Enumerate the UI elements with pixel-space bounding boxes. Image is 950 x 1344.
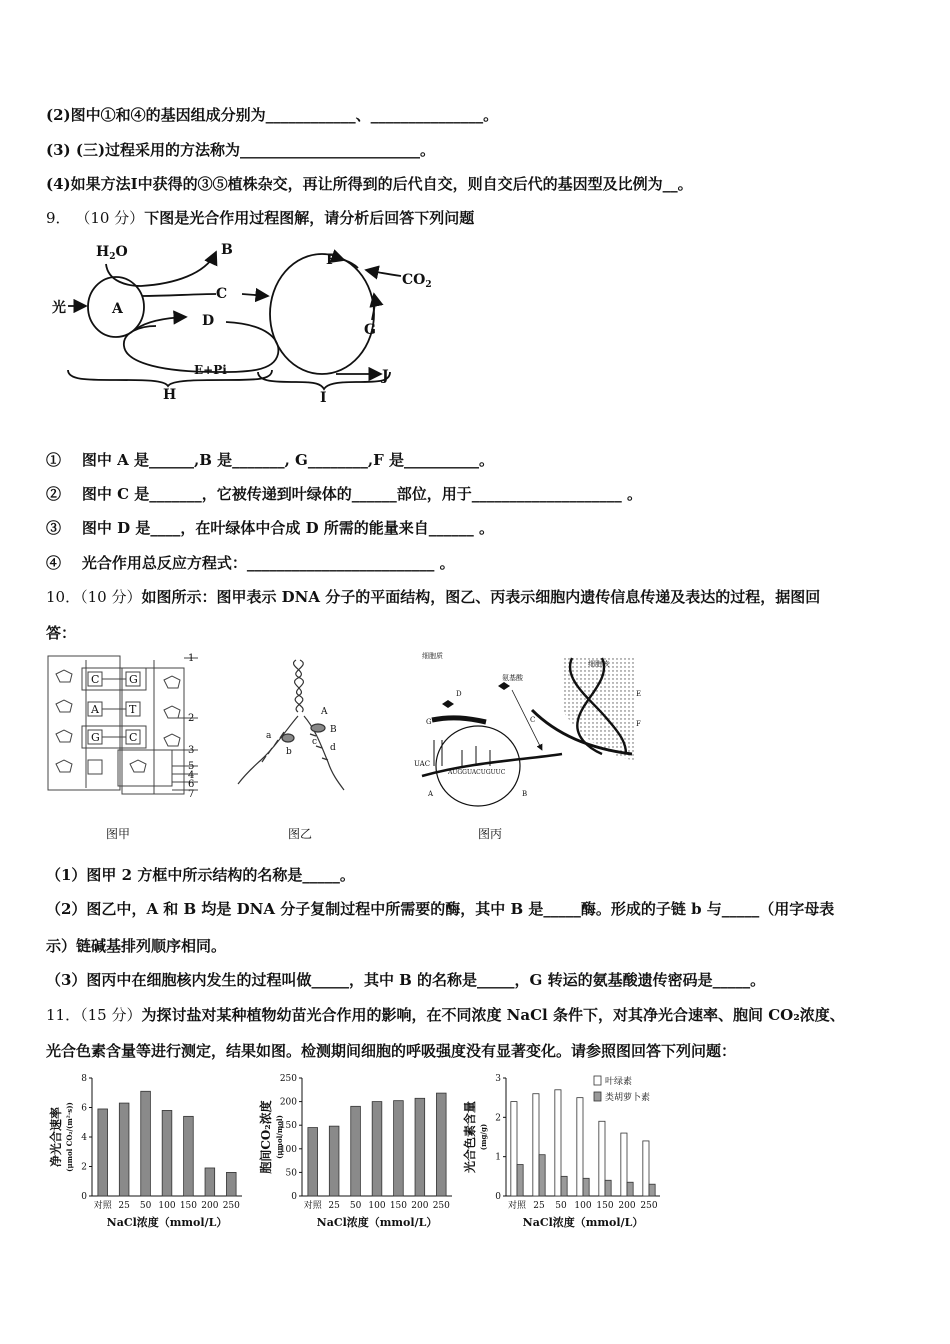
bar: [517, 1165, 523, 1196]
q10-part2: （2）图乙中，A 和 B 均是 DNA 分子复制过程中所需要的酶，其中 B 是_____酶。形成的子链 b 与_____（用字母表: [46, 900, 835, 918]
legend-swatch: [594, 1076, 601, 1085]
label-h: H: [163, 387, 177, 403]
y-tick-label: 4: [81, 1133, 87, 1143]
x-axis-label: NaCl浓度（mmol/L）: [522, 1216, 644, 1229]
calvin-cycle-circle: [270, 254, 374, 374]
label-h2o: $H_2O$: [96, 244, 128, 262]
legend-label: 类胡萝卜素: [605, 1093, 651, 1103]
label-a: A: [428, 790, 434, 798]
y-axis-unit: (mg/g): [479, 1123, 488, 1151]
base-left: G: [91, 731, 100, 744]
y-axis-label: 光合色素含量: [463, 1100, 477, 1174]
q10-score: （10 分）: [80, 588, 142, 606]
fig-jia-dna-structure: [46, 650, 206, 845]
label-co2: $CO_2$: [402, 272, 432, 290]
q11-score: （15 分）: [80, 1006, 142, 1024]
bar: [649, 1184, 655, 1196]
bar: [621, 1133, 627, 1196]
label-j: J: [382, 368, 389, 384]
bar: [184, 1116, 194, 1196]
label-enzyme: A: [321, 707, 328, 717]
y-tick-label: 1: [495, 1152, 501, 1163]
q9-stem: [46, 207, 474, 228]
bar: [583, 1178, 589, 1196]
bar: [436, 1093, 446, 1196]
co2-arrow: [366, 270, 401, 276]
x-tick-label: 150: [596, 1201, 614, 1211]
label-c: C: [530, 716, 536, 724]
q10-number: 10．: [46, 588, 81, 606]
y-axis-unit: (μmol/mol): [275, 1115, 284, 1159]
y-tick-label: 0: [495, 1192, 501, 1202]
label-f: F: [636, 720, 641, 728]
x-tick-label: 200: [618, 1201, 636, 1211]
label-e-pi: E+Pi: [194, 363, 227, 377]
base-left: A: [91, 703, 99, 716]
bar: [329, 1126, 339, 1196]
chart-intercellular-co2: [258, 1068, 458, 1240]
q10-part3: （3）图丙中在细胞核内发生的过程叫做_____，其中 B 的名称是_____，G 转运的氨基酸遗传密码是_____。: [46, 971, 766, 989]
bar: [351, 1106, 361, 1196]
chart-net-photosynthesis: [48, 1068, 248, 1240]
q9-item-1: [46, 449, 494, 470]
y-axis-label: 净光合速率: [49, 1106, 63, 1168]
x-tick-label: 对照: [93, 1201, 112, 1211]
q8-part2: (2)图中①和④的基因组成分别为____________、_______________。: [46, 106, 499, 124]
y-tick-label: 250: [279, 1074, 297, 1084]
label-c: C: [216, 286, 228, 302]
bar: [605, 1180, 611, 1196]
x-axis-label: NaCl浓度（mmol/L）: [106, 1216, 228, 1229]
y-tick-label: 50: [285, 1168, 297, 1179]
enzyme-b: [311, 724, 325, 732]
base-right: T: [129, 703, 137, 716]
q9-number: 9．: [46, 209, 71, 227]
label-nucleus: 细胞核: [588, 660, 609, 668]
y-axis-unit: (μmol CO₂/(m²·s)): [65, 1102, 74, 1172]
x-tick-label: 250: [640, 1201, 658, 1211]
label-cytoplasm: 细胞质: [422, 652, 443, 660]
label-b: B: [221, 242, 233, 258]
y-tick-label: 0: [291, 1192, 297, 1202]
y-tick-label: 2: [495, 1113, 501, 1124]
y-tick-label: 200: [279, 1097, 297, 1108]
structure-number: 1: [188, 653, 195, 664]
q10-stem: [46, 586, 820, 607]
base-left: C: [91, 673, 100, 686]
q9-score: （10 分）: [75, 209, 145, 227]
x-tick-label: 150: [389, 1201, 408, 1211]
y-tick-label: 150: [279, 1121, 297, 1132]
bar: [394, 1101, 404, 1196]
legend-label: 叶绿素: [605, 1077, 633, 1087]
label-strand: c: [312, 737, 318, 747]
y-axis-label: 胞间CO₂浓度: [259, 1100, 273, 1174]
label-enzyme: B: [330, 725, 337, 735]
bar: [308, 1128, 318, 1196]
bar: [577, 1098, 583, 1196]
label-anticodon: UAC: [414, 760, 431, 768]
x-tick-label: 250: [432, 1201, 450, 1211]
x-tick-label: 25: [118, 1201, 130, 1211]
ribosome: [436, 726, 520, 806]
q9-item-4: [46, 552, 455, 573]
q10-stem-text: 如图所示：图甲表示 DNA 分子的平面结构，图乙、丙表示细胞内遗传信息传递及表达的过程，据图回: [141, 588, 821, 606]
q11-stem-cont: 光合色素含量等进行测定，结果如图。检测期间细胞的呼吸强度没有显著变化。请参照图回答下列问题：: [46, 1042, 737, 1060]
label-e: E: [636, 690, 642, 698]
x-tick-label: 25: [533, 1201, 545, 1211]
label-b: B: [522, 790, 528, 798]
label-strand: b: [286, 747, 292, 757]
a-to-c-path: [142, 294, 216, 296]
label-i: I: [320, 390, 327, 406]
x-tick-label: 100: [574, 1201, 592, 1211]
item-text: 图中 D 是____，在叶绿体中合成 D 所需的能量来自______ 。: [81, 519, 495, 537]
caption-jia: 图甲: [106, 827, 131, 841]
q8-part4: (4)如果方法Ⅰ中获得的③⑤植株杂交，再让所得到的后代自交，则自交后代的基因型及比例为__。: [46, 175, 693, 193]
y-tick-label: 8: [81, 1074, 87, 1084]
bar: [226, 1172, 236, 1196]
label-a: A: [112, 301, 123, 317]
x-tick-label: 200: [201, 1201, 219, 1211]
caption-bing: 图丙: [478, 827, 503, 841]
bar: [539, 1155, 545, 1196]
structure-number: 4: [188, 770, 195, 781]
q8-part3: (3) (三)过程采用的方法称为________________________。: [46, 141, 436, 159]
enzyme-a: [282, 734, 294, 742]
y-tick-label: 100: [279, 1144, 297, 1155]
fig-yi-dna-replication: [226, 650, 376, 845]
base-right: C: [129, 731, 138, 744]
q11-stem: [46, 1004, 845, 1025]
q10-stem-cont: 答：: [46, 624, 77, 642]
item-text: 图中 A 是______,B 是_______, G________,F 是__________。: [81, 451, 494, 469]
bar: [627, 1182, 633, 1196]
label-codons: AUGGUACUGUUC: [448, 769, 506, 776]
q9-item-2: [46, 483, 642, 504]
fig-bing-gene-expression: [412, 650, 652, 845]
bar: [98, 1109, 108, 1196]
x-tick-label: 对照: [507, 1201, 527, 1211]
label-g: G: [426, 718, 432, 726]
item-text: 光合作用总反应方程式：_________________________ 。: [81, 554, 455, 572]
bar: [511, 1102, 517, 1196]
label-d: D: [202, 313, 215, 329]
bar: [119, 1103, 129, 1196]
q9-stem-text: 下图是光合作用过程图解，请分析后回答下列问题: [144, 209, 475, 227]
legend-swatch: [594, 1092, 601, 1101]
item-text: 图中 C 是_______，它被传递到叶绿体的______部位，用于____________________ 。: [81, 485, 643, 503]
bar: [205, 1168, 215, 1196]
label-g: G: [364, 322, 376, 338]
q11-number: 11．: [46, 1006, 81, 1024]
brace-h: [68, 370, 272, 386]
item-mark: ④: [46, 554, 62, 572]
x-tick-label: 50: [349, 1201, 362, 1211]
y-tick-label: 6: [81, 1103, 87, 1114]
x-axis-label: NaCl浓度（mmol/L）: [316, 1216, 438, 1229]
item-mark: ②: [46, 485, 62, 503]
item-mark: ①: [46, 451, 62, 469]
base-right: G: [129, 673, 138, 686]
photosynthesis-diagram: [46, 234, 446, 409]
label-strand: d: [330, 743, 336, 753]
x-tick-label: 100: [158, 1201, 176, 1211]
y-tick-label: 0: [81, 1192, 87, 1202]
bar: [141, 1091, 151, 1196]
q11-stem-text: 为探讨盐对某种植物幼苗光合作用的影响，在不同浓度 NaCl 条件下，对其净光合速率、胞间 CO₂浓度、: [141, 1006, 845, 1024]
label-f: F: [326, 252, 336, 268]
x-tick-label: 对照: [303, 1201, 322, 1211]
q10-part1: （1）图甲 2 方框中所示结构的名称是_____。: [46, 866, 355, 884]
bar: [599, 1121, 605, 1196]
y-tick-label: 3: [495, 1074, 501, 1084]
bar: [162, 1110, 172, 1196]
bar: [561, 1176, 567, 1196]
q10-part2-cont: 示）链碱基排列顺序相同。: [46, 937, 227, 955]
peptide-chain: [432, 718, 486, 722]
bar: [643, 1141, 649, 1196]
x-tick-label: 200: [411, 1201, 429, 1211]
label-amino-acid: 氨基酸: [502, 674, 523, 682]
caption-yi: 图乙: [288, 827, 313, 841]
q9-item-3: [46, 517, 494, 538]
x-tick-label: 50: [139, 1201, 152, 1211]
label-light: 光: [52, 300, 66, 316]
structure-number: 7: [188, 789, 195, 800]
label-d: D: [456, 690, 462, 698]
bar: [533, 1094, 539, 1196]
x-tick-label: 25: [328, 1201, 340, 1211]
amino-acid-shape: [498, 682, 510, 690]
structure-number: 6: [188, 779, 195, 790]
x-tick-label: 50: [555, 1201, 567, 1211]
structure-number: 3: [188, 745, 195, 756]
x-tick-label: 250: [222, 1201, 240, 1211]
x-tick-label: 150: [179, 1201, 198, 1211]
structure-number: 5: [188, 761, 195, 772]
x-tick-label: 100: [368, 1201, 386, 1211]
bar: [415, 1098, 425, 1196]
label-strand: a: [266, 731, 272, 741]
bar: [372, 1102, 382, 1196]
c-to-cycle-arrow: [242, 294, 268, 296]
chart-pigment-content: [462, 1068, 666, 1240]
structure-number: 2: [188, 713, 195, 724]
bar: [555, 1090, 561, 1196]
y-tick-label: 2: [81, 1162, 87, 1173]
item-mark: ③: [46, 519, 62, 537]
